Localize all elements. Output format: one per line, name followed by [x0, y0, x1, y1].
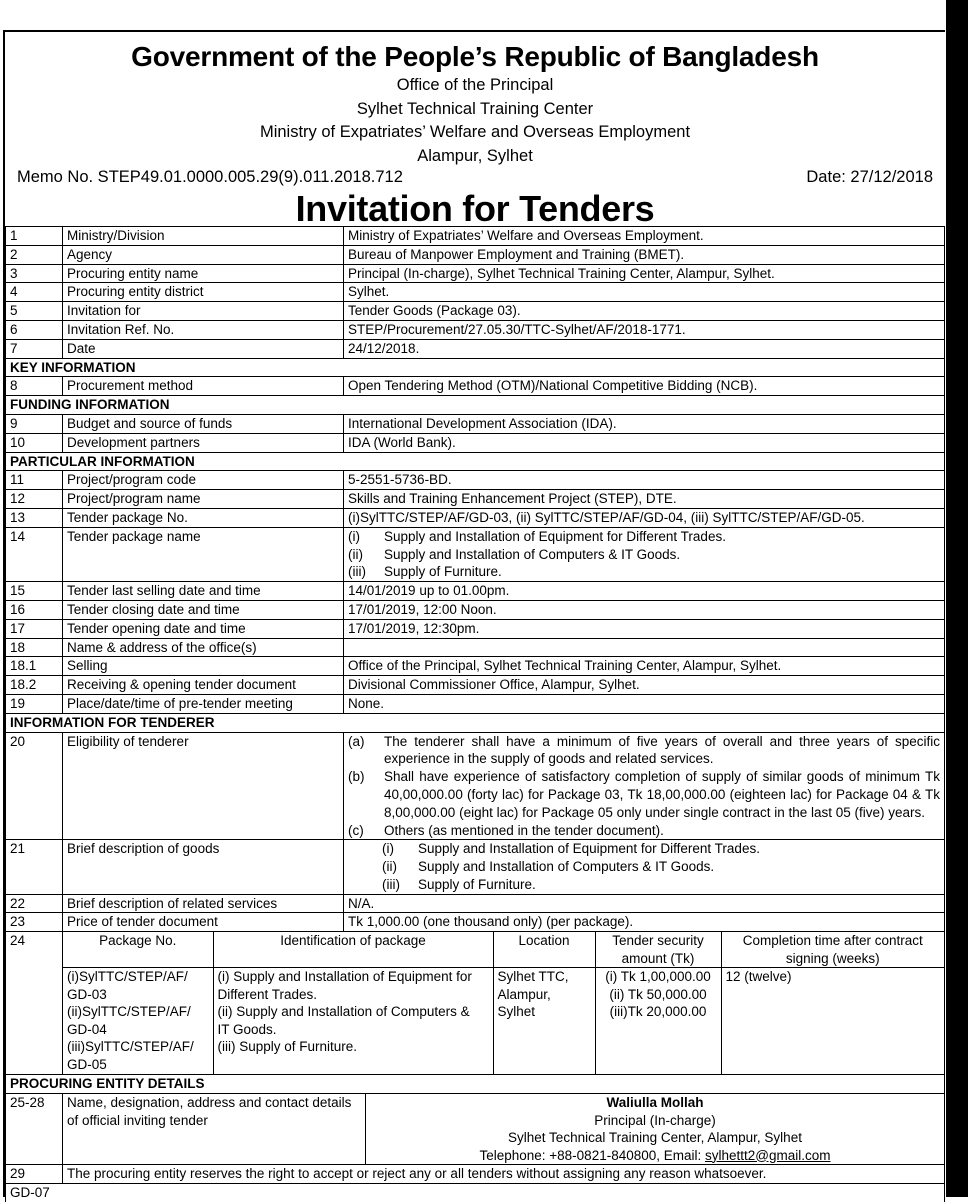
table-row [6, 414, 945, 433]
row-number: 22 [6, 894, 63, 913]
row-value: Office of the Principal, Sylhet Technical Training Center, Alampur, Sylhet. [344, 657, 945, 676]
letterhead [5, 40, 945, 168]
row-label: Agency [63, 245, 344, 264]
row-label: Procurement method [63, 377, 344, 396]
row-number: 16 [6, 600, 63, 619]
table-row [6, 527, 945, 581]
list-marker: (b) [348, 769, 365, 785]
list-item [348, 546, 940, 564]
table-row [6, 840, 945, 894]
list-text: Supply and Installation of Computers & IT Goods. [418, 859, 715, 875]
table-row [6, 913, 945, 932]
list-marker: (a) [348, 733, 365, 749]
cell-line: (ii)SylTTC/STEP/AF/ [67, 1004, 191, 1020]
package-row [6, 932, 945, 1075]
column-header: Completion time after contract signing (weeks) [721, 932, 944, 968]
list-marker: (i) [382, 841, 394, 857]
table-row [6, 600, 945, 619]
row-label: Name, designation, address and contact details of official inviting tender [63, 1094, 366, 1164]
row-label: Ministry/Division [63, 227, 344, 246]
row-label: Procuring entity name [63, 264, 344, 283]
row-number: 18.2 [6, 676, 63, 695]
row-number: 21 [6, 840, 63, 894]
table-row [6, 245, 945, 264]
list-item [348, 528, 940, 546]
column-header: Package No. [63, 932, 213, 968]
list-text: Supply and Installation of Equipment for Different Trades. [418, 841, 760, 857]
table-row [6, 732, 945, 840]
table-row [6, 657, 945, 676]
row-number: 13 [6, 508, 63, 527]
table-row [6, 227, 945, 246]
cell-line: Sylhet TTC, [497, 969, 569, 985]
footer-row [6, 1183, 945, 1201]
list-item [348, 563, 940, 581]
memo-row [5, 168, 945, 192]
row-label: Project/program code [63, 471, 344, 490]
package-cell-package-no [63, 968, 213, 1075]
table-row [6, 377, 945, 396]
row-label: Brief description of related services [63, 894, 344, 913]
row-value: 17/01/2019, 12:30pm. [344, 619, 945, 638]
row-label: Eligibility of tenderer [63, 732, 344, 840]
table-row [6, 490, 945, 509]
row-label: Date [63, 339, 344, 358]
package-cell-security [595, 968, 721, 1075]
row-label: Tender opening date and time [63, 619, 344, 638]
package-table-cell [63, 932, 945, 1075]
row-value: Tk 1,000.00 (one thousand only) (per package). [344, 913, 945, 932]
cell-line: GD-03 [67, 986, 107, 1002]
row-number: 12 [6, 490, 63, 509]
table-row [6, 676, 945, 695]
list-item [348, 876, 940, 894]
row-label: Invitation for [63, 302, 344, 321]
official-address: Sylhet Technical Training Center, Alampur, Sylhet [508, 1130, 802, 1146]
cell-line: IT Goods. [217, 1021, 277, 1037]
row-label: Project/program name [63, 490, 344, 509]
row-value: Bureau of Manpower Employment and Training (BMET). [344, 245, 945, 264]
row-label: Brief description of goods [63, 840, 344, 894]
list-item [348, 858, 940, 876]
tender-notice [3, 30, 945, 1200]
row-value: 5-2551-5736-BD. [344, 471, 945, 490]
row-value: None. [344, 694, 945, 713]
list-item [348, 822, 940, 840]
tender-table [5, 226, 945, 1202]
row-label: Tender closing date and time [63, 600, 344, 619]
cell-line: Alampur, [497, 986, 551, 1002]
list-marker: (iii) [348, 564, 366, 580]
list-text: The tenderer shall have a minimum of five years of overall and three years of specific experience in the supply of goods and related services. [384, 733, 940, 767]
row-value: IDA (World Bank). [344, 433, 945, 452]
table-row [6, 1094, 945, 1165]
row-value: N/A. [344, 894, 945, 913]
row-number: 7 [6, 339, 63, 358]
row-number: 24 [6, 932, 63, 1075]
footer-code: GD-07 [6, 1183, 945, 1201]
contact-row [63, 1094, 944, 1164]
row-label: Price of tender document [63, 913, 344, 932]
row-value: (i)SylTTC/STEP/AF/GD-03, (ii) SylTTC/STEP/AF/GD-04, (iii) SylTTC/STEP/AF/GD-05. [344, 508, 945, 527]
row-label: Tender package name [63, 527, 344, 581]
section-header-row [6, 396, 945, 415]
list-item [348, 840, 940, 858]
list-text: Supply and Installation of Equipment for Different Trades. [384, 528, 726, 544]
table-row [6, 433, 945, 452]
table-row [6, 894, 945, 913]
list-text: Supply and Installation of Computers & IT Goods. [384, 546, 681, 562]
section-title: INFORMATION FOR TENDERER [6, 713, 945, 732]
row-number: 10 [6, 433, 63, 452]
row-label: Budget and source of funds [63, 414, 344, 433]
section-header-row [6, 1075, 945, 1094]
row-value: The procuring entity reserves the right to accept or reject any or all tenders without assigning any reason whatsoever. [63, 1165, 945, 1184]
contact-cell [63, 1094, 945, 1165]
table-row [6, 582, 945, 601]
cell-line: (ii) Supply and Installation of Computers & [217, 1004, 470, 1020]
row-label: Tender last selling date and time [63, 582, 344, 601]
section-header-row [6, 713, 945, 732]
list-marker: (i) [348, 528, 360, 544]
row-number: 9 [6, 414, 63, 433]
row-number: 19 [6, 694, 63, 713]
table-row [6, 694, 945, 713]
table-row [6, 283, 945, 302]
cell-line: (i) Tk 1,00,000.00 [605, 969, 711, 985]
row-number: 2 [6, 245, 63, 264]
row-number: 17 [6, 619, 63, 638]
row-value: Tender Goods (Package 03). [344, 302, 945, 321]
memo-number: Memo No. STEP49.01.0000.005.29(9).011.2018.712 [17, 168, 403, 186]
row-value: Sylhet. [344, 283, 945, 302]
table-row [6, 508, 945, 527]
ministry-line: Ministry of Expatriates’ Welfare and Overseas Employment [259, 123, 691, 141]
list-marker: (ii) [348, 546, 363, 562]
table-row [6, 302, 945, 321]
official-name: Waliulla Mollah [606, 1095, 704, 1111]
cell-line: Sylhet [497, 1004, 536, 1020]
table-row [6, 339, 945, 358]
table-row [6, 264, 945, 283]
cell-line: GD-05 [67, 1056, 107, 1072]
package-cell-location [493, 968, 595, 1075]
row-number: 18.1 [6, 657, 63, 676]
cell-line: (i) Supply and Installation of Equipment for [217, 969, 472, 985]
column-header: Location [493, 932, 595, 968]
list-marker: (iii) [382, 876, 400, 892]
package-cell-completion [721, 968, 944, 1075]
row-label: Invitation Ref. No. [63, 320, 344, 339]
page-title: Government of the People’s Republic of Bangladesh [131, 41, 819, 72]
row-label: Place/date/time of pre-tender meeting [63, 694, 344, 713]
row-number: 14 [6, 527, 63, 581]
row-number: 29 [6, 1165, 63, 1184]
office-line: Office of the Principal [396, 76, 554, 94]
row-value: International Development Association (IDA). [344, 414, 945, 433]
row-value: Divisional Commissioner Office, Alampur, Sylhet. [344, 676, 945, 695]
list-item [348, 768, 940, 821]
row-value: STEP/Procurement/27.05.30/TTC-Sylhet/AF/2018-1771. [344, 320, 945, 339]
contact-table [63, 1094, 944, 1164]
cell-line: 12 (twelve) [725, 969, 792, 985]
row-number: 5 [6, 302, 63, 321]
column-header: Tender security amount (Tk) [595, 932, 721, 968]
package-cell-identification [213, 968, 493, 1075]
row-value: Ministry of Expatriates’ Welfare and Overseas Employment. [344, 227, 945, 246]
package-header-row [63, 932, 944, 968]
center-line: Sylhet Technical Training Center [356, 99, 594, 118]
row-number: 3 [6, 264, 63, 283]
list-marker: (ii) [382, 859, 397, 875]
column-header: Identification of package [213, 932, 493, 968]
row-number: 4 [6, 283, 63, 302]
row-number: 8 [6, 377, 63, 396]
official-designation: Principal (In-charge) [594, 1112, 716, 1128]
list-text: Supply of Furniture. [418, 876, 536, 892]
row-number: 15 [6, 582, 63, 601]
row-label: Tender package No. [63, 508, 344, 527]
package-table [63, 932, 944, 1074]
row-number: 11 [6, 471, 63, 490]
section-title: KEY INFORMATION [6, 358, 945, 377]
table-row [6, 619, 945, 638]
row-value: 24/12/2018. [344, 339, 945, 358]
row-number: 1 [6, 227, 63, 246]
cell-line: (iii)Tk 20,000.00 [609, 1004, 707, 1020]
contact-line [370, 1147, 940, 1165]
section-header-row [6, 452, 945, 471]
cell-line: (iii) Supply of Furniture. [217, 1039, 358, 1055]
row-value [344, 840, 945, 894]
list-item [348, 733, 940, 769]
cell-line: Different Trades. [217, 986, 318, 1002]
section-title: FUNDING INFORMATION [6, 396, 945, 415]
section-header-row [6, 358, 945, 377]
list-text: Shall have experience of satisfactory completion of supply of similar goods of minimum Tk 40,00,000.00 (forty lac) for Package 03, Tk 18,00,000.00 (eighteen lac) for Package 04 & Tk 8,00,000.00 (eight lac) for Package 05 only under single contract in the last 05 (five) years. [384, 769, 940, 820]
document-title: Invitation for Tenders [295, 188, 655, 229]
row-number: 6 [6, 320, 63, 339]
cell-line: (i)SylTTC/STEP/AF/ [67, 969, 188, 985]
row-value: Principal (In-charge), Sylhet Technical Training Center, Alampur, Sylhet. [344, 264, 945, 283]
row-label: Selling [63, 657, 344, 676]
table-row [6, 1165, 945, 1184]
list-text: Others (as mentioned in the tender document). [384, 822, 664, 838]
row-label: Development partners [63, 433, 344, 452]
list-text: Supply of Furniture. [384, 564, 502, 580]
section-title: PARTICULAR INFORMATION [6, 452, 945, 471]
row-label: Name & address of the office(s) [63, 638, 344, 657]
memo-date: Date: 27/12/2018 [806, 168, 933, 186]
cell-line: (ii) Tk 50,000.00 [609, 986, 707, 1002]
table-row [6, 471, 945, 490]
row-value [344, 527, 945, 581]
row-value [344, 638, 945, 657]
row-value: Skills and Training Enhancement Project (STEP), DTE. [344, 490, 945, 509]
row-number: 18 [6, 638, 63, 657]
row-number: 25-28 [6, 1094, 63, 1165]
address-line: Alampur, Sylhet [417, 146, 533, 165]
row-number: 23 [6, 913, 63, 932]
package-body-row [63, 968, 944, 1075]
cell-line: GD-04 [67, 1021, 107, 1037]
row-value: 17/01/2019, 12:00 Noon. [344, 600, 945, 619]
row-label: Receiving & opening tender document [63, 676, 344, 695]
row-value [344, 732, 945, 840]
row-label: Procuring entity district [63, 283, 344, 302]
contact-details [366, 1094, 945, 1164]
row-number: 20 [6, 732, 63, 840]
table-row [6, 638, 945, 657]
section-title: PROCURING ENTITY DETAILS [6, 1075, 945, 1094]
email-link[interactable]: sylhettt2@gmail.com [705, 1147, 831, 1163]
list-marker: (c) [348, 822, 364, 838]
cell-line: (iii)SylTTC/STEP/AF/ [67, 1039, 194, 1055]
row-value: Open Tendering Method (OTM)/National Competitive Bidding (NCB). [344, 377, 945, 396]
row-value: 14/01/2019 up to 01.00pm. [344, 582, 945, 601]
table-row [6, 320, 945, 339]
right-edge-bar [946, 0, 968, 1197]
telephone: Telephone: +88-0821-840800, Email: [479, 1147, 706, 1163]
